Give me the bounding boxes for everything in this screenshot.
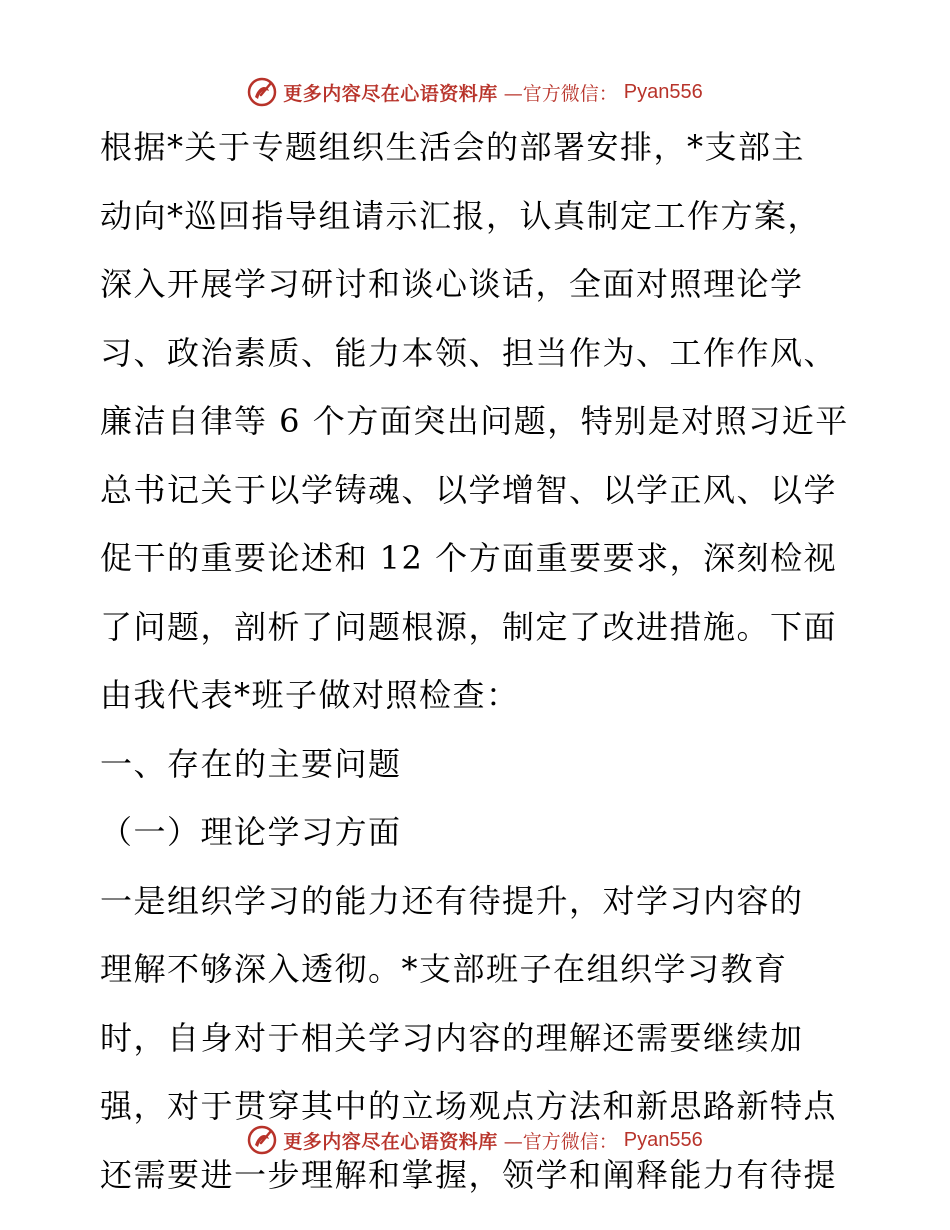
watermark-brand-text: 更多内容尽在心语资料库 bbox=[283, 82, 498, 105]
header-watermark-banner bbox=[0, 72, 950, 112]
text-line: 廉洁自律等 6 个方面突出问题，特别是对照习近平 bbox=[100, 402, 849, 440]
watermark-wechat-label: —官方微信： bbox=[503, 82, 618, 105]
subsection-heading bbox=[100, 809, 850, 856]
text-line: 强，对于贯穿其中的立场观点方法和新思路新特点 bbox=[100, 1087, 838, 1125]
heading-line: （一）理论学习方面 bbox=[100, 813, 402, 851]
footer-watermark-banner bbox=[0, 1120, 950, 1160]
heading-line: 一、存在的主要问题 bbox=[100, 744, 402, 783]
intro-paragraph bbox=[100, 124, 850, 719]
document-body bbox=[100, 124, 850, 1220]
text-line: 时，自身对于相关学习内容的理解还需要继续加 bbox=[100, 1018, 804, 1057]
text-line: 根据*关于专题组织生活会的部署安排，*支部主 bbox=[100, 128, 806, 166]
brand-swirl-logo-icon bbox=[247, 77, 277, 107]
watermark-wechat-label: —官方微信： bbox=[503, 1130, 618, 1153]
text-line: 总书记关于以学铸魂、以学增智、以学正风、以学 bbox=[100, 470, 838, 509]
watermark-wechat-id: Pyan556 bbox=[623, 80, 703, 103]
section-heading bbox=[100, 741, 850, 788]
text-line: 理解不够深入透彻。*支部班子在组织学习教育 bbox=[100, 950, 788, 988]
text-line: 深入开展学习研讨和谈心谈话，全面对照理论学 bbox=[100, 265, 804, 303]
text-line: 习、政治素质、能力本领、担当作为、工作作风、 bbox=[100, 333, 838, 372]
watermark-brand-text: 更多内容尽在心语资料库 bbox=[283, 1130, 498, 1153]
text-line: 促干的重要论述和 12 个方面重要要求，深刻检视 bbox=[100, 539, 838, 577]
text-line: 由我代表*班子做对照检查： bbox=[100, 676, 520, 714]
text-line: 了问题，剖析了问题根源，制定了改进措施。下面 bbox=[100, 607, 838, 646]
brand-swirl-logo-icon bbox=[247, 1125, 277, 1155]
watermark-wechat-id: Pyan556 bbox=[623, 1128, 703, 1151]
text-line: 一是组织学习的能力还有待提升，对学习内容的 bbox=[100, 881, 804, 920]
text-line: 还需要进一步理解和掌握，领学和阐释能力有待提 bbox=[100, 1155, 838, 1194]
text-line: 动向*巡回指导组请示汇报，认真制定工作方案， bbox=[100, 196, 822, 235]
